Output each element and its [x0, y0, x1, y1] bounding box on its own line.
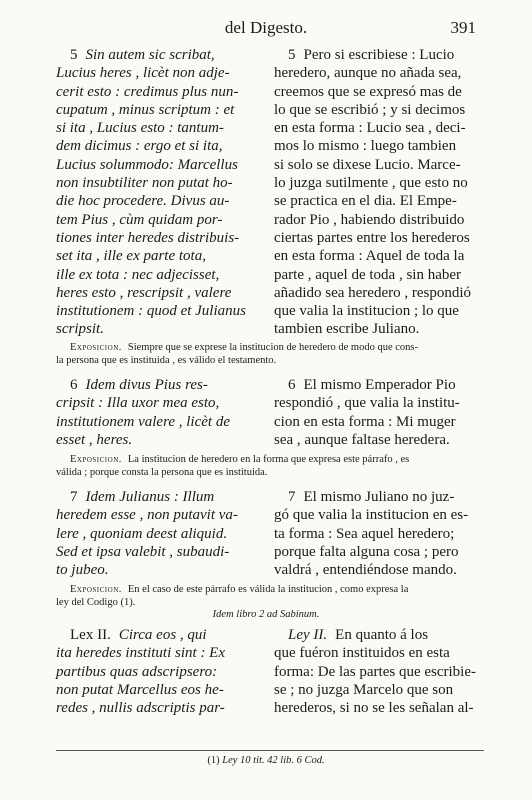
- spanish-line: heredero, aunque no añada sea,: [274, 65, 462, 82]
- spanish-line: en esta forma : Lucio sea , deci-: [274, 120, 466, 137]
- spanish-line: rador Pio , habiendo distribuido: [274, 211, 465, 228]
- ley-number: Ley II.: [288, 627, 328, 643]
- latin-line: non putat Marcellus eos he-: [56, 681, 224, 698]
- spanish-line: El mismo Emperador Pio: [303, 377, 456, 393]
- latin-line: Idem divus Pius res-: [85, 377, 208, 393]
- note-line: Siempre que se exprese la institucion de heredero de modo que cons-: [127, 342, 419, 353]
- paragraph-number: 7: [288, 489, 296, 505]
- spanish-line: parte , aquel de toda , sin haber: [274, 266, 462, 283]
- note-line: la persona que es instituida , es válido el testamento.: [56, 355, 277, 366]
- paragraph-number: 6: [70, 377, 78, 393]
- latin-column: [56, 488, 260, 579]
- spanish-line: mos lo mismo : luego tambien: [274, 138, 457, 155]
- latin-column: [56, 626, 260, 717]
- note-line: válida ; porque consta la persona que es instituida.: [56, 467, 268, 478]
- spanish-line: porque falta alguna cosa ; pero: [274, 543, 459, 560]
- exposicion-note: [56, 341, 484, 367]
- spanish-line: en esta forma : Aquel de toda la: [274, 248, 465, 265]
- footnote-rule: [56, 750, 484, 751]
- spanish-column: [274, 376, 484, 449]
- note-label: Exposicion.: [70, 342, 122, 353]
- spanish-line: si solo se dixese Lucio. Marce-: [274, 156, 461, 173]
- footnote-text: Ley 10 tit. 42 lib. 6 Cod.: [222, 755, 325, 766]
- spanish-line: herederos, si no se les señalan al-: [274, 700, 474, 717]
- spanish-line: lo que se escribió ; y si decimos: [274, 101, 466, 118]
- latin-line: dem dicimus : ergo et si ita,: [56, 138, 223, 155]
- spanish-line: gó que valia la institucion en es-: [274, 507, 469, 524]
- latin-line: Sed et ipsa valebit , subaudi-: [56, 543, 230, 560]
- latin-line: non insubtiliter non putat ho-: [56, 175, 233, 192]
- latin-line: cupatum , minus scriptum : et: [56, 101, 235, 118]
- latin-column: [56, 376, 260, 449]
- spanish-line: respondió , que valia la institu-: [274, 395, 460, 412]
- latin-line: esset , heres.: [56, 431, 133, 448]
- spanish-line: que fuéron instituidos en esta: [274, 645, 450, 662]
- spanish-line: se practica en el dia. El Empe-: [274, 193, 457, 210]
- source-citation: Idem libro 2 ad Sabinum.: [212, 609, 320, 620]
- note-label: Exposicion.: [70, 584, 122, 595]
- spanish-line: El mismo Juliano no juz-: [303, 489, 455, 505]
- exposicion-note: [56, 453, 484, 479]
- spanish-column: [274, 46, 484, 339]
- latin-line: Circa eos , qui: [118, 627, 207, 643]
- latin-line: Lucius solummodo: Marcellus: [56, 156, 238, 173]
- latin-line: heredem esse , non putavit va-: [56, 507, 238, 524]
- note-line: En el caso de este párrafo es válida la institucion , como expresa la: [127, 584, 409, 595]
- spanish-line: tambien escribe Juliano.: [274, 321, 420, 338]
- paragraph-number: 5: [288, 47, 296, 63]
- spanish-column: [274, 488, 484, 579]
- latin-line: lere , quoniam deest aliquid.: [56, 525, 228, 542]
- latin-line: tem Pius , cùm quidam por-: [56, 211, 223, 228]
- spanish-line: lo juzga sutilmente , que esto no: [274, 175, 468, 192]
- spanish-line: añadido sea heredero , respondió: [274, 284, 472, 301]
- spanish-line: En quanto á los: [335, 627, 429, 643]
- spanish-line: cion en esta forma : Mi muger: [274, 413, 456, 430]
- latin-line: scripsit.: [56, 321, 104, 338]
- running-title: del Digesto.: [224, 18, 308, 37]
- spanish-line: ciertas partes entre los herederos: [274, 229, 470, 246]
- page-header: [0, 18, 532, 42]
- latin-line: Lucius heres , licèt non adje-: [56, 65, 230, 82]
- note-label: Exposicion.: [70, 454, 122, 465]
- latin-line: institutionem : quod et Julianus: [56, 303, 246, 320]
- paragraph-number: 7: [70, 489, 78, 505]
- spanish-line: forma: De las partes que escribie-: [274, 663, 476, 680]
- note-line: ley del Codigo (1).: [56, 597, 136, 608]
- latin-line: die hoc procedere. Divus au-: [56, 193, 230, 210]
- latin-line: Sin autem sic scribat,: [85, 47, 215, 63]
- latin-line: partibus quas adscripsero:: [56, 663, 218, 680]
- latin-line: si ita , Lucius esto : tantum-: [56, 120, 224, 137]
- latin-line: ille ex tota : nec adjecisset,: [56, 266, 220, 283]
- latin-column: [56, 46, 260, 339]
- exposicion-note: [56, 583, 484, 609]
- footnote: [0, 755, 532, 766]
- latin-line: set ita , ille ex parte tota,: [56, 248, 206, 265]
- spanish-line: se ; no juzga Marcelo que son: [274, 681, 454, 698]
- latin-line: to jubeo.: [56, 562, 109, 579]
- paragraph-number: 6: [288, 377, 296, 393]
- latin-line: tiones inter heredes distribuis-: [56, 229, 240, 246]
- latin-line: ita heredes instituti sint : Ex: [56, 645, 226, 662]
- latin-line: heres esto , rescripsit , valere: [56, 284, 232, 301]
- latin-line: redes , nullis adscriptis par-: [56, 700, 225, 717]
- lex-number: Lex II.: [70, 627, 111, 643]
- spanish-line: sea , aunque faltase heredera.: [274, 431, 450, 448]
- latin-line: Idem Julianus : Illum: [85, 489, 215, 505]
- spanish-line: que valia la institucion ; lo que: [274, 303, 459, 320]
- note-line: La institucion de heredero en la forma que expresa este párrafo , es: [127, 454, 410, 465]
- paragraph-number: 5: [70, 47, 78, 63]
- page-number: 391: [450, 18, 476, 37]
- spanish-line: Pero si escribiese : Lucio: [303, 47, 455, 63]
- latin-line: institutionem valere , licèt de: [56, 413, 230, 430]
- spanish-column: [274, 626, 484, 717]
- footnote-marker: (1): [207, 755, 220, 766]
- latin-line: cripsit : Illa uxor mea esto,: [56, 395, 220, 412]
- latin-line: cerit esto : credimus plus nun-: [56, 83, 239, 100]
- spanish-line: valdrá , entendiéndose mando.: [274, 562, 457, 579]
- spanish-line: ta forma : Sea aquel heredero;: [274, 525, 455, 542]
- spanish-line: creemos que se expresó mas de: [274, 83, 462, 100]
